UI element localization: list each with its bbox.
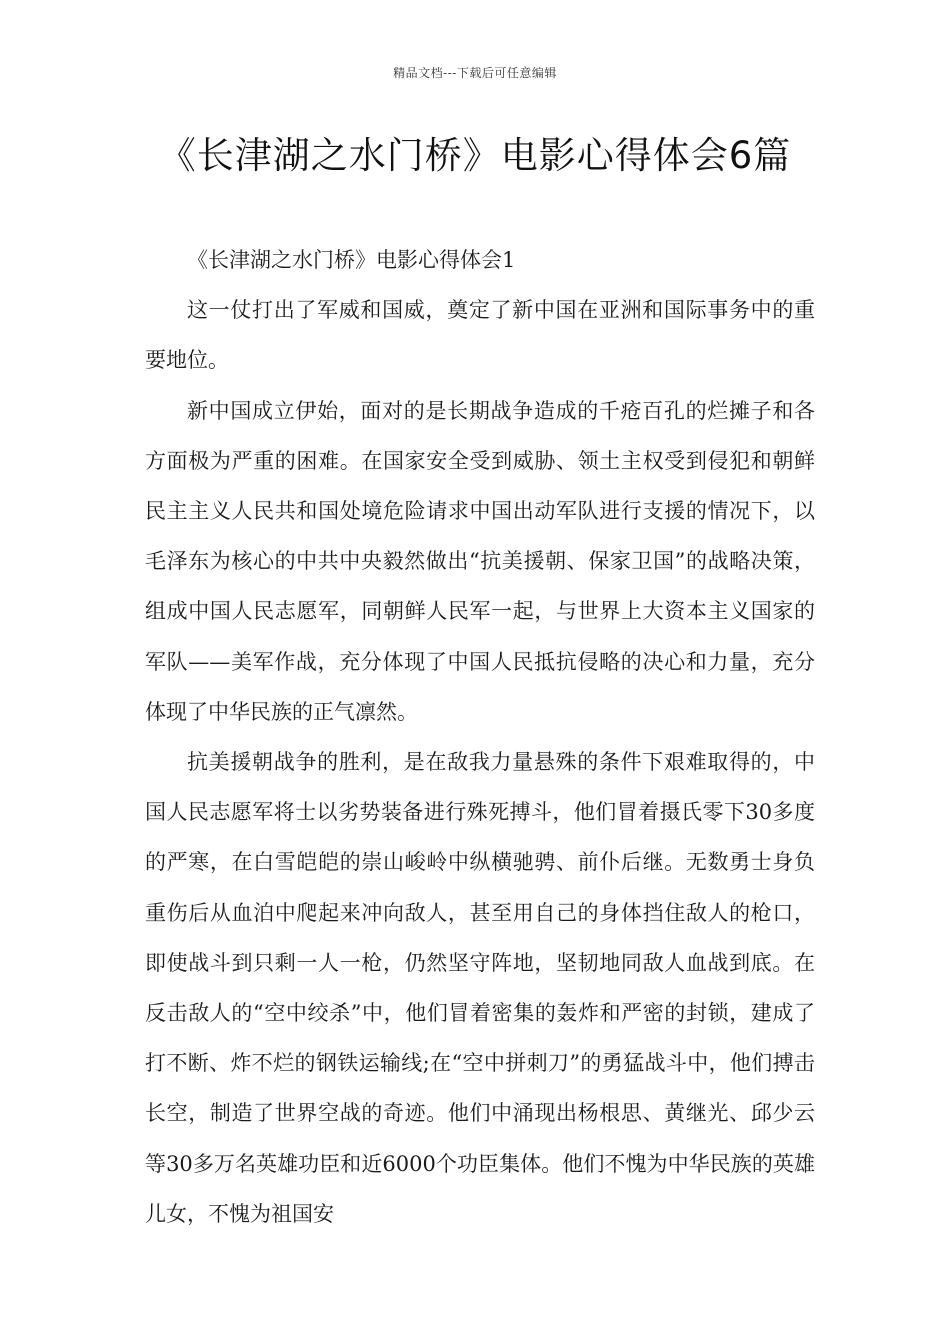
paragraph: 新中国成立伊始，面对的是长期战争造成的千疮百孔的烂摊子和各方面极为严重的困难。在国家安全受到威胁、领土主权受到侵犯和朝鲜民主主义人民共和国处境危险请求中国出动军队进行支援的情况下，以毛泽东为核心的中共中央毅然做出“抗美援朝、保家卫国”的战略决策，组成中国人民志愿军，同朝鲜人民军一起，与世界上大资本主义国家的军队——美军作战，充分体现了中国人民抵抗侵略的决心和力量，充分体现了中华民族的正气凛然。 — [145, 398, 815, 724]
document-body — [145, 235, 815, 1239]
document-title: 《长津湖之水门桥》电影心得体会6篇 — [158, 134, 792, 177]
paragraph: 抗美援朝战争的胜利，是在敌我力量悬殊的条件下艰难取得的，中国人民志愿军将士以劣势装备进行殊死搏斗，他们冒着摄氏零下30多度的严寒，在白雪皑皑的崇山峻岭中纵横驰骋、前仆后继。无数勇士身负重伤后从血泊中爬起来冲向敌人，甚至用自己的身体挡住敌人的枪口，即使战斗到只剩一人一枪，仍然坚守阵地，坚韧地同敌人血战到底。在反击敌人的“空中绞杀”中，他们冒着密集的轰炸和严密的封锁，建成了打不断、炸不烂的钢铁运输线;在“空中拼刺刀”的勇猛战斗中，他们搏击长空，制造了世界空战的奇迹。他们中涌现出杨根思、黄继光、邱少云等30多万名英雄功臣和近6000个功臣集体。他们不愧为中华民族的英雄儿女，不愧为祖国安 — [145, 750, 815, 1226]
section-heading: 《长津湖之水门桥》电影心得体会1 — [187, 248, 516, 272]
paragraph: 这一仗打出了军威和国威，奠定了新中国在亚洲和国际事务中的重要地位。 — [145, 298, 815, 373]
header-note: 精品文档---下载后可任意编辑 — [393, 66, 557, 80]
